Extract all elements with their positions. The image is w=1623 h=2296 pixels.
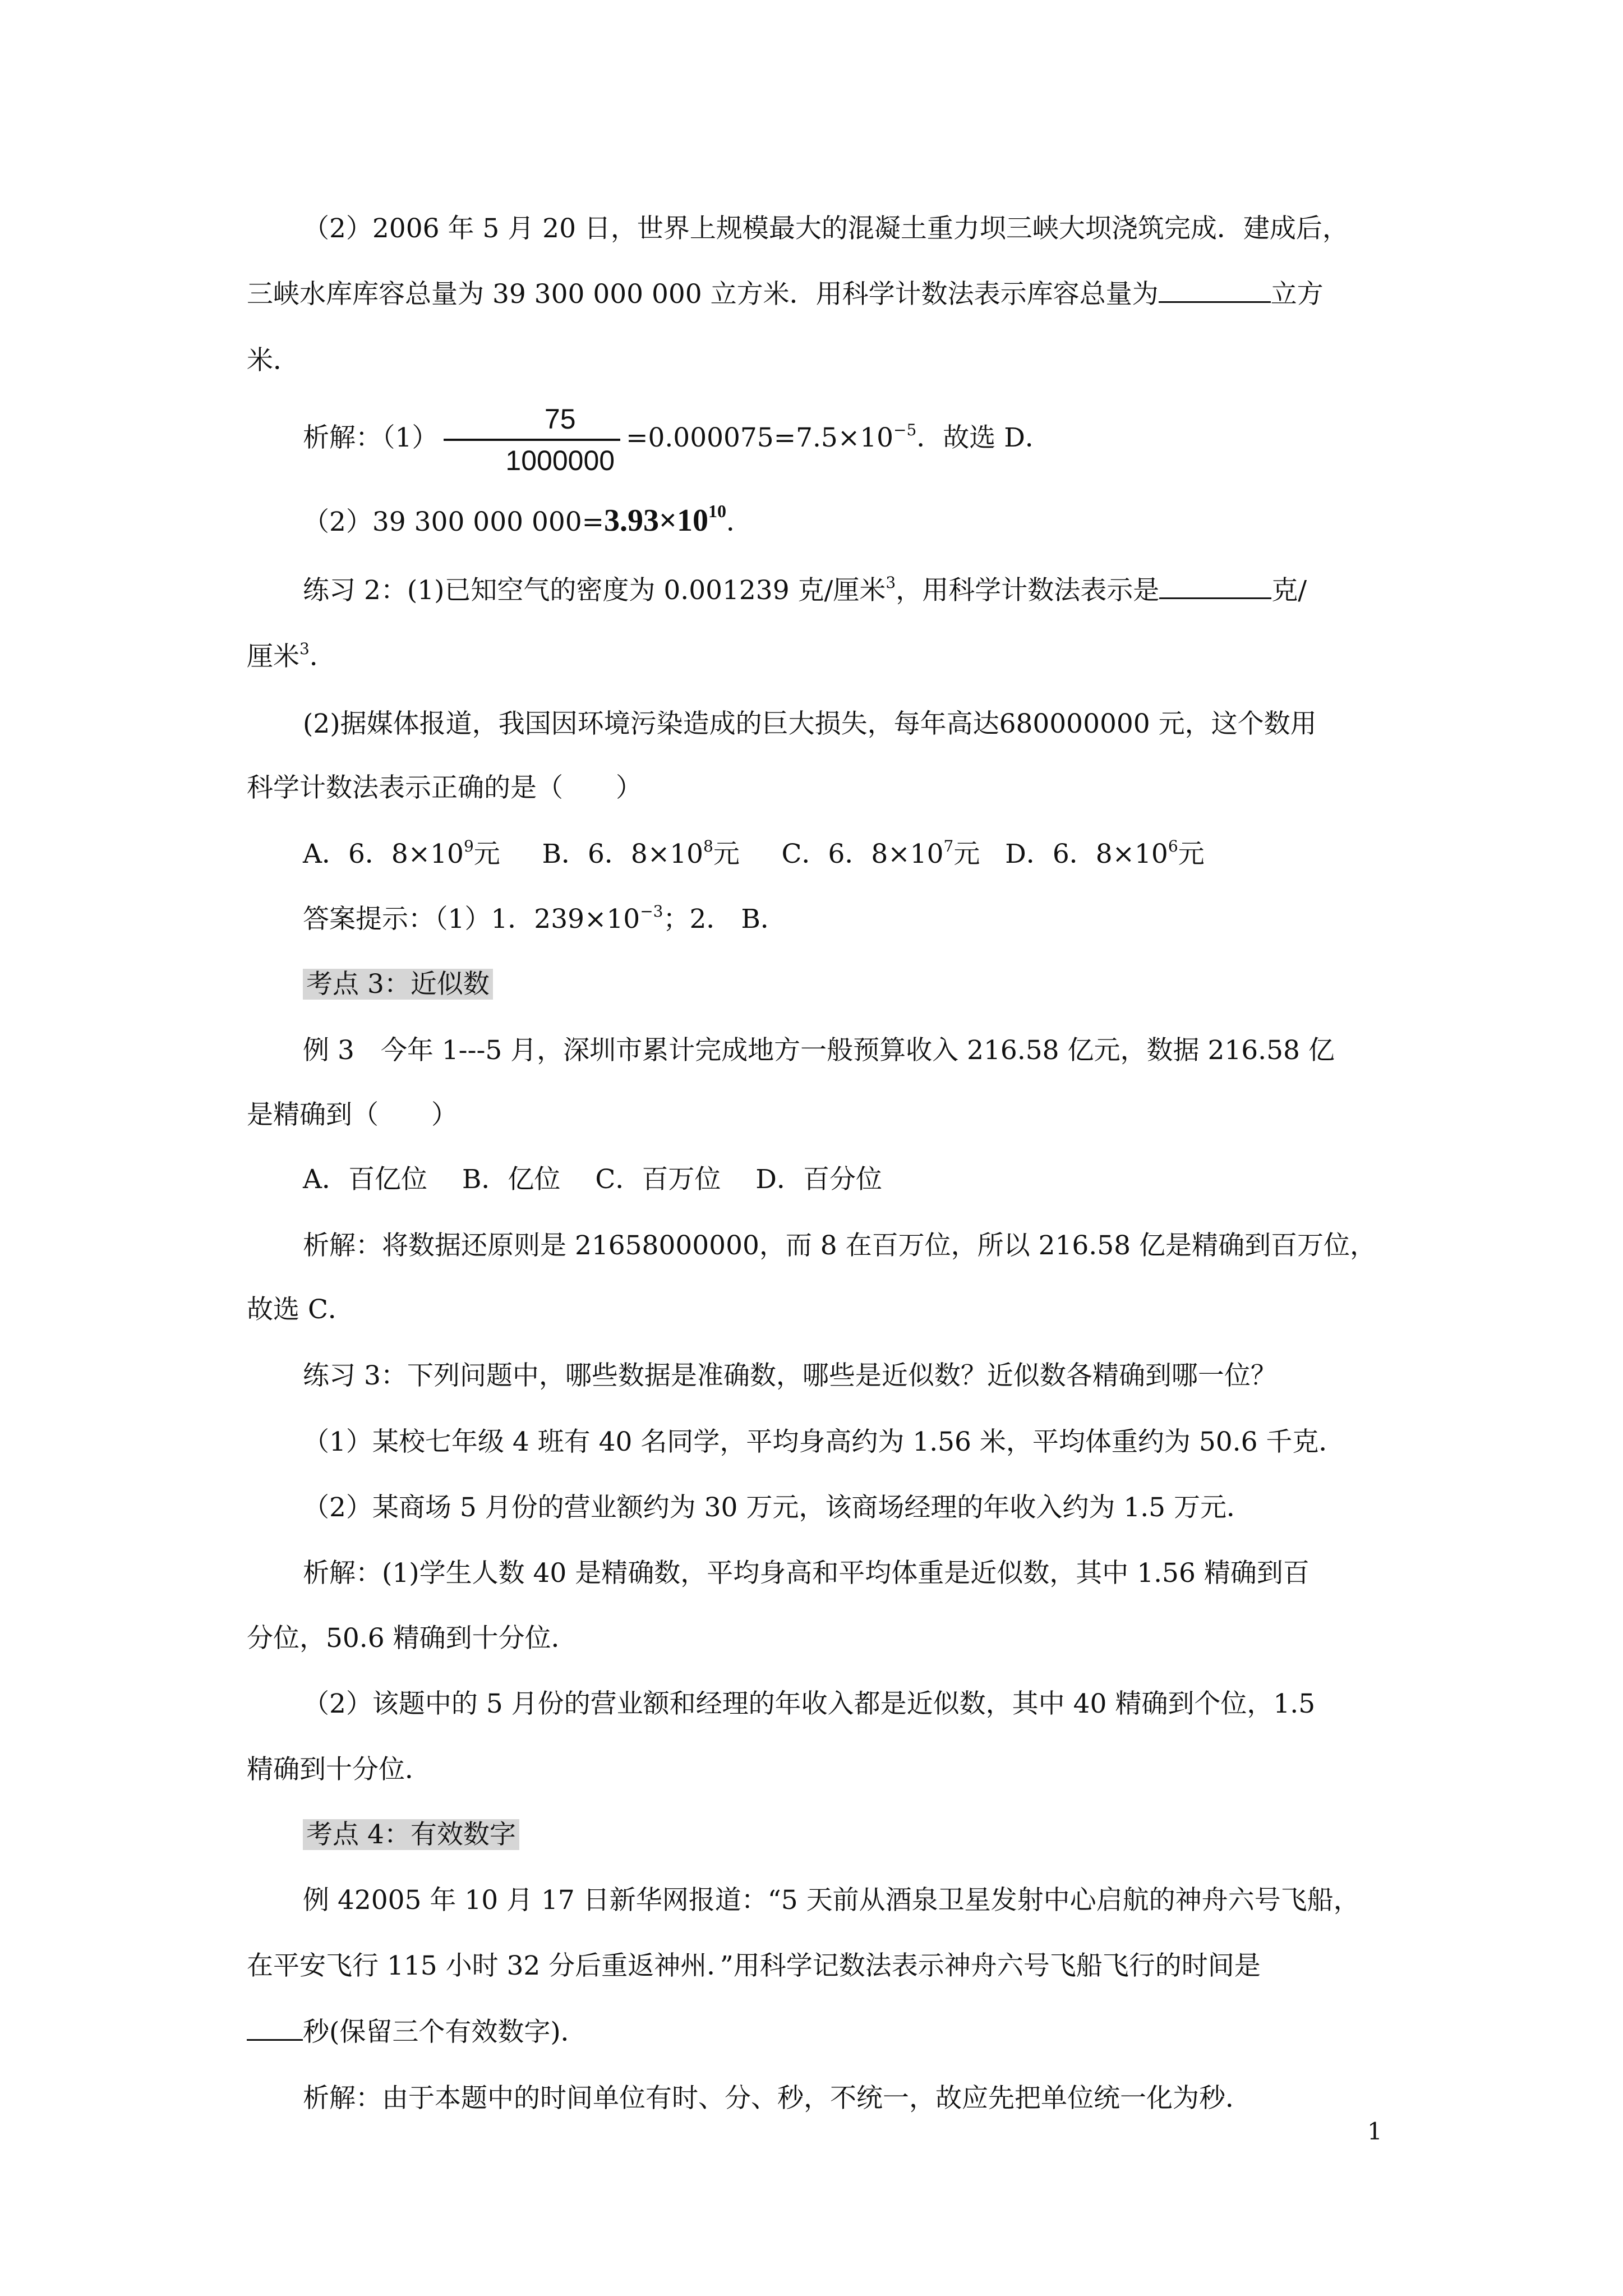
text-line: 例 3 今年 1---5 月，深圳市累计完成地方一般预算收入 216.58 亿元，数据 216.58 亿 [303, 1035, 1335, 1066]
text-line: 析解：由于本题中的时间单位有时、分、秒，不统一，故应先把单位统一化为秒． [303, 2083, 1252, 2114]
page-number: 1 [1367, 2118, 1382, 2145]
answer-blank [1159, 279, 1271, 303]
text-line: 分位，50.6 精确到十分位． [247, 1623, 578, 1654]
text-line: （2）该题中的 5 月份的营业额和经理的年收入都是近似数，其中 40 精确到个位，1.5 [303, 1688, 1316, 1719]
answer-blank [1159, 575, 1271, 599]
answer-blank [247, 2017, 303, 2041]
text-line: (2)据媒体报道，我国因环境污染造成的巨大损失，每年高达680000000 元，这个数用 [303, 708, 1317, 739]
text-line: 厘米$^3$． [247, 639, 336, 672]
text-line: 是精确到（ ） [247, 1099, 458, 1130]
text-line: 科学计数法表示正确的是（ ） [247, 772, 642, 803]
text-line: 故选 C． [247, 1294, 354, 1325]
text-line: （2）某商场 5 月份的营业额约为 30 万元，该商场经理的年收入约为 1.5 万元． [303, 1492, 1253, 1523]
text-line: 米． [247, 345, 299, 376]
text-line: 练习 3：下列问题中，哪些数据是准确数，哪些是近似数？近似数各精确到哪一位？ [303, 1360, 1277, 1391]
text-line: （1）某校七年级 4 班有 40 名同学，平均身高约为 1.56 米，平均体重约为 50.6 千克． [303, 1427, 1345, 1457]
text-line: （2）2006 年 5 月 20 日，世界上规模最大的混凝土重力坝三峡大坝浇筑完成．建成后， [303, 213, 1349, 244]
section-heading: 考点 4：有效数字 [247, 1800, 1391, 1870]
text-line: 答案提示：（1）1．$239\times 10^{-3}$；2． B． [303, 902, 787, 935]
text-line: （2）39 300 000 $000=3.93\times 10^{10}$． [303, 501, 753, 538]
text-line: 析解：(1)学生人数 40 是精确数，平均身高和平均体重是近似数，其中 1.56 精确到百 [303, 1558, 1310, 1589]
text-line: 在平安飞行 115 小时 32 分后重返神州．”用科学记数法表示神舟六号飞船飞行的时间是 [247, 1950, 1261, 1981]
options-line: A．6．$8\times 10^9$元 B．6．$8\times 10^8$元 C．6．$8\times 10^7$元 D．6．$8\times 10^6$元 [303, 837, 1205, 869]
text-line: 三峡水库库容总量为 39 300 000 000 立方米．用科学计数法表示库容总量为 立方 [247, 279, 1324, 310]
text-line: 练习 2：(1)已知空气的密度为 0.001239 克/厘米$^3$，用科学计数法表示是 克/ [303, 573, 1307, 606]
options-line: A．百亿位 B．亿位 C．百万位 D．百分位 [303, 1164, 882, 1195]
section-heading: 考点 3：近似数 [247, 949, 1391, 1019]
text-line: 析解：（1） $\frac{75}{1000000}$ $=0.000075=7.5\times 10^{-5}$．故选 D． [247, 399, 1391, 480]
text-line: 析解：将数据还原则是 21658000000，而 8 在百万位，所以 216.58 亿是精确到百万位， [303, 1230, 1376, 1261]
text-line: 例 42005 年 10 月 17 日新华网报道：“5 天前从酒泉卫星发射中心启航的神舟六号飞船， [303, 1885, 1360, 1916]
text-line: 秒(保留三个有效数字)． [247, 1997, 1391, 2067]
fraction: $\frac{75}{1000000}$ [444, 399, 620, 480]
text-line: 精确到十分位． [247, 1754, 431, 1785]
